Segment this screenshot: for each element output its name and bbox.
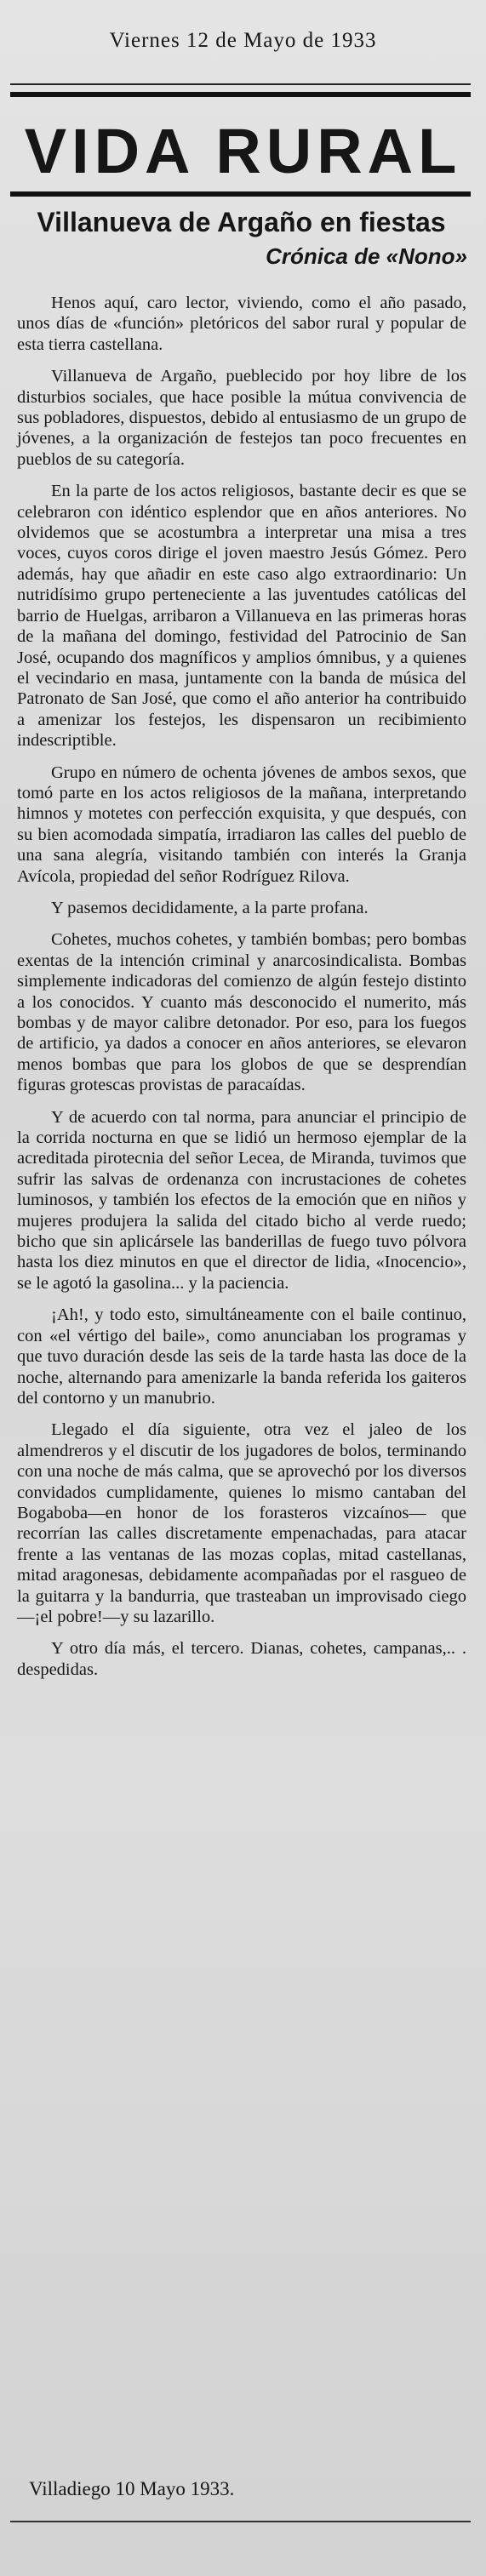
bottom-rule — [10, 2521, 471, 2522]
paragraph: Cohetes, muchos cohetes, y también bombas; pero bombas exentas de la intención criminal y anarcosindicalista. Bombas simplemente indicadoras del comienzo de algún festejo distinto a los conocidos. Y cuanto más desconocido el numerito, más bombas y de mayor calibre detonador. Por eso, para los fuegos de artificio, ya dados a conocer en años anteriores, se elevaron menos bombas que para los globos de que se desprendían figuras grotescas provistas de paracaídas. — [17, 930, 466, 1095]
paragraph: Grupo en número de ochenta jóvenes de ambos sexos, que tomó parte en los actos religiosos de la mañana, interpretando himnos y motetes con perfección exquisita, y que después, con su bien acomodada simpatía, irradiaron las calles del pueblo de una sana alegría, visitando también con interés la Granja Avícola, propiedad del señor Rodríguez Rilova. — [17, 763, 466, 886]
article-signoff: Villadiego 10 Mayo 1933. — [29, 2478, 235, 2499]
section-rule — [10, 191, 471, 197]
paragraph: ¡Ah!, y todo esto, simultáneamente con el baile continuo, con «el vértigo del baile», como anunciaban los programas y que tuvo duración desde las seis de la tarde hasta las doce de la noche, alternando para amenizarle la banda referida los gaiteros del contorno y un manubrio. — [17, 1305, 466, 1408]
section-title: VIDA RURAL — [24, 116, 462, 186]
paragraph: Y de acuerdo con tal norma, para anunciar el principio de la corrida nocturna en que se lidió un hermoso ejemplar de la acreditada pirotecnia del señor Lecea, de Miranda, tuvimos que sufrir las salvas de ordenanza con incrustaciones de cohetes luminosos, y también los efectos de la emoción que en niños y mujeres produjera la salida del citado bicho al verde ruedo; bicho que sin aplicársele las banderillas de fuego tuvo pólvora hasta los diez minutos en que el director de lidia, «Inocencio», se le agotó la gasolina... y la paciencia. — [17, 1107, 466, 1293]
paragraph: En la parte de los actos religiosos, bastante decir es que se celebraron con idéntico esplendor que en años anteriores. No olvidemos que se acostumbra a interpretar una misa a tres voces, cuyos coros dirige el joven maestro Jesús Gómez. Pero además, hay que añadir en este caso algo extraordinario: Un nutridísimo grupo perteneciente a las juventudes católicas del barrio de Huelgas, arribaron a Villanueva en las primeras horas de la mañana del domingo, festividad del Patrocinio de San José, ocupando dos magníficos y amplios ómnibus, y a quienes el vecindario en masa, juntamente con la banda de música del Patronato de San José, que como el año anterior ha contribuido a amenizar los festejos, les dispensaron un recibimiento indescriptible. — [17, 482, 466, 751]
header-rule-thin — [10, 83, 471, 85]
article-headline: Villanueva de Argaño en fiestas — [37, 207, 446, 237]
issue-date: Viernes 12 de Mayo de 1933 — [109, 29, 377, 52]
article-byline: Crónica de «Nono» — [266, 243, 467, 269]
paragraph: Villanueva de Argaño, pueblecido por hoy libre de los disturbios sociales, que hace posible la mútua convivencia de sus pobladores, dispuestos, debido al entusiasmo de un grupo de jóvenes, a la organización de festejos tan poco frecuentes en pueblos de su categoría. — [17, 367, 466, 469]
header-rule-thick — [10, 92, 471, 97]
article-body — [17, 293, 466, 1691]
paragraph: Y pasemos decididamente, a la parte profana. — [51, 898, 369, 917]
paragraph: Llegado el día siguiente, otra vez el jaleo de los almendreros y el discutir de los jugadores de bolos, terminando con una noche de más calma, que se aprovechó por los diversos convidados cumplidamente, quienes lo mismo cantaban del Bogaboba—en honor de los forasteros vizcaínos— que recorrían las calles discretamente empenachadas, para atacar frente a las ventanas de las mozas coplas, mitad castellanas, mitad aragonesas, debidamente acompañadas por el rasgueo de la guitarra y la bandurria, que trasteaban un improvisado ciego—¡el pobre!—y su lazarillo. — [17, 1420, 466, 1626]
paragraph: Henos aquí, caro lector, viviendo, como el año pasado, unos días de «función» pletóricos del sabor rural y popular de esta tierra castellana. — [17, 294, 466, 354]
paragraph: Y otro día más, el tercero. Dianas, cohetes, campanas,.. . despedidas. — [17, 1639, 466, 1679]
